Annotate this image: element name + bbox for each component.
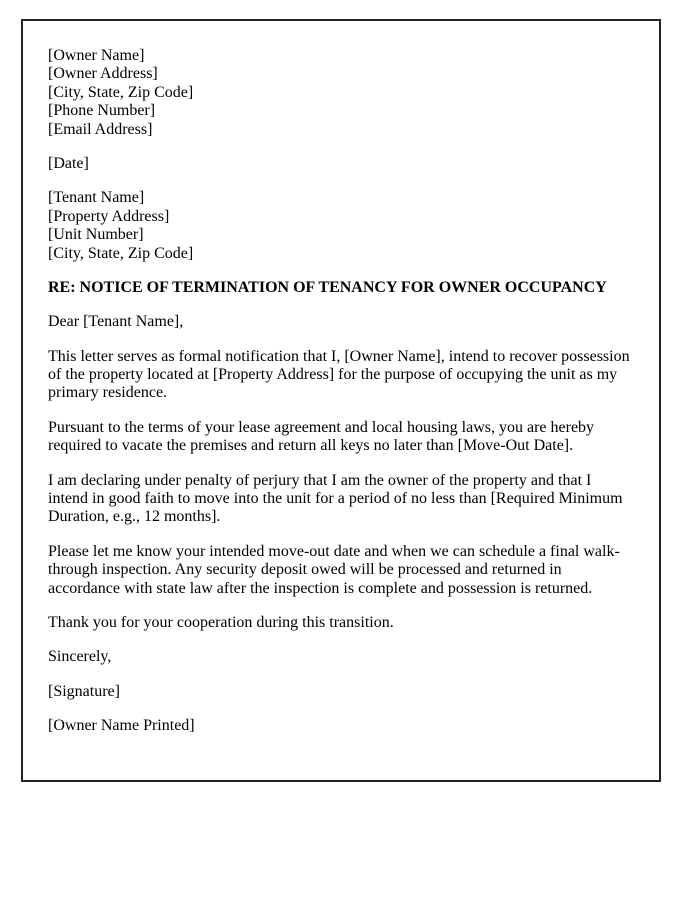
letter-document bbox=[21, 19, 661, 782]
body-paragraph-perjury-declaration: I am declaring under penalty of perjury that I am the owner of the property and that I intend in good faith to move into the unit for a period of no less than [Required Minimum Duration, e.g., 12 months]. bbox=[48, 471, 623, 526]
email-address-line: [Email Address] bbox=[48, 120, 153, 138]
phone-number-line: [Phone Number] bbox=[48, 102, 156, 120]
subject-line: RE: NOTICE OF TERMINATION OF TENANCY FOR OWNER OCCUPANCY bbox=[48, 278, 607, 296]
tenant-name-line: [Tenant Name] bbox=[48, 189, 145, 207]
body-paragraph-moveout-inspection: Please let me know your intended move-out date and when we can schedule a final walk-through inspection. Any security deposit owed will be processed and returned in accordance with state law after the inspection is complete and possession is returned. bbox=[48, 542, 620, 597]
body-paragraph-vacate-requirement: Pursuant to the terms of your lease agreement and local housing laws, you are hereby required to vacate the premises and return all keys no later than [Move-Out Date]. bbox=[48, 418, 595, 455]
closing: Sincerely, bbox=[48, 648, 112, 666]
signature-line: [Signature] bbox=[48, 682, 120, 700]
tenant-city-state-zip-line: [City, State, Zip Code] bbox=[48, 244, 194, 262]
unit-number-line: [Unit Number] bbox=[48, 226, 144, 244]
property-address-line: [Property Address] bbox=[48, 207, 170, 225]
sender-address-block bbox=[48, 47, 634, 139]
printed-name-line: [Owner Name Printed] bbox=[48, 717, 195, 735]
owner-address-line: [Owner Address] bbox=[48, 65, 158, 83]
date-line: [Date] bbox=[48, 154, 89, 172]
body-paragraph-intent: This letter serves as formal notification that I, [Owner Name], intend to recover possession of the property located at [Property Address] for the purpose of occupying the unit as my primary residence. bbox=[48, 347, 630, 402]
salutation: Dear [Tenant Name], bbox=[48, 313, 184, 331]
owner-name-line: [Owner Name] bbox=[48, 47, 145, 64]
recipient-address-block bbox=[48, 189, 634, 263]
owner-city-state-zip-line: [City, State, Zip Code] bbox=[48, 83, 194, 101]
body-paragraph-thanks: Thank you for your cooperation during this transition. bbox=[48, 613, 394, 631]
